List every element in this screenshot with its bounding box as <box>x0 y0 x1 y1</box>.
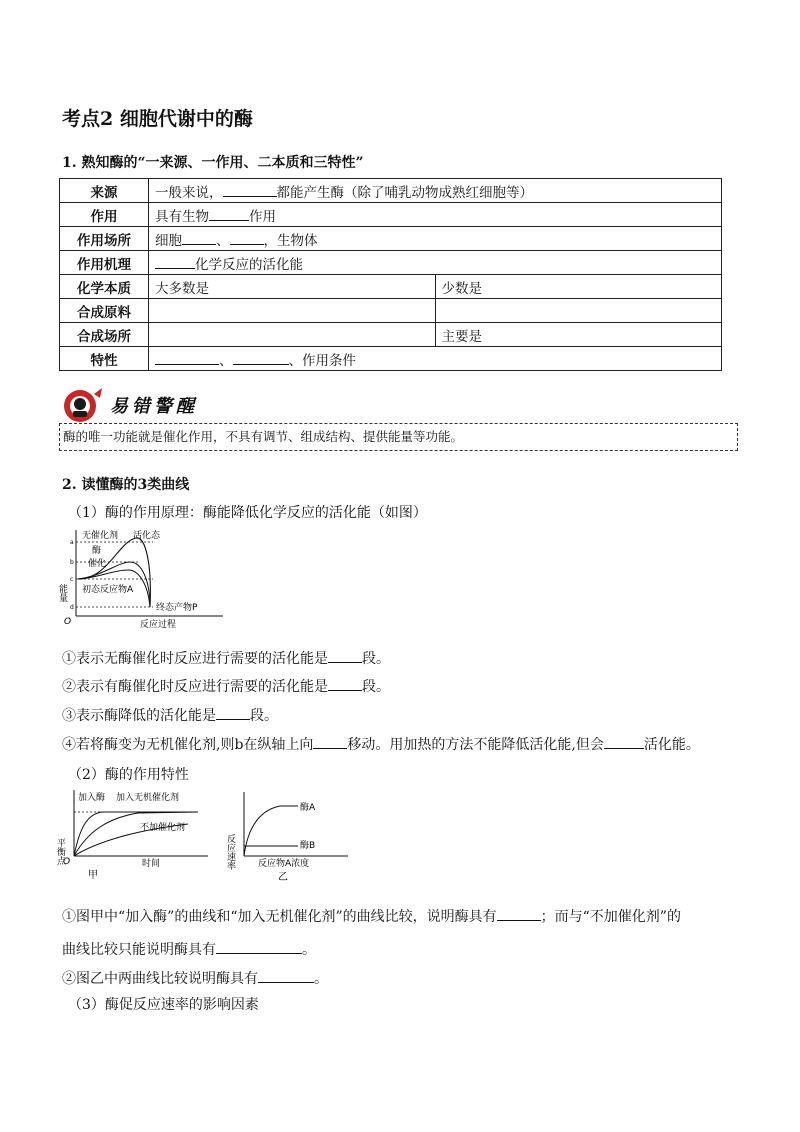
tick-b: b <box>70 559 74 566</box>
warning-title: 易错警醒 <box>110 396 198 417</box>
cell-function: 具有生物 作用 <box>149 203 722 227</box>
page-title: 考点2 细胞代谢中的酶 <box>62 108 253 130</box>
x-axis-label-3: 反应物A浓度 <box>258 859 310 869</box>
question-2: ②表示有酶催化时反应进行需要的活化能是 段。 <box>62 676 390 696</box>
cell-material-right <box>435 299 722 323</box>
fill-blank[interactable] <box>233 350 289 365</box>
fill-blank[interactable] <box>216 705 250 720</box>
part3-heading: （3）酶促反应速率的影响因素 <box>68 997 259 1013</box>
row-label-source: 来源 <box>60 179 149 203</box>
figure-yi <box>225 786 358 886</box>
cell-site: 细胞 、 ，生物体 <box>149 227 722 251</box>
fill-blank[interactable] <box>182 230 216 245</box>
fill-blank[interactable] <box>155 254 195 269</box>
label-enzyme-b: 酶B <box>300 841 316 851</box>
enzyme-summary-table <box>59 178 722 371</box>
label-active-state: 活化态 <box>133 531 161 541</box>
fill-blank[interactable] <box>328 648 362 663</box>
label-initial-reactant: 初态反应物A <box>82 585 134 595</box>
question-1: ①表示无酶催化时反应进行需要的活化能是 段。 <box>62 648 390 668</box>
cell-place-right: 主要是 <box>435 323 722 347</box>
cell-mechanism: 化学反应的活化能 <box>149 251 722 275</box>
section-heading-1: 1. 熟知酶的“一来源、一作用、二本质和三特性” <box>62 155 364 171</box>
activation-energy-diagram <box>58 526 228 630</box>
figure-caption-jia: 甲 <box>88 870 98 881</box>
section-heading-2: 2. 读懂酶的3类曲线 <box>62 477 190 493</box>
table-row <box>60 203 722 227</box>
cell-nature-right: 少数是 <box>435 275 722 299</box>
cell-material-left <box>149 299 436 323</box>
y-axis-label-2: 平衡点 <box>55 838 65 865</box>
origin-label: O <box>64 617 72 627</box>
row-label-function: 作用 <box>60 203 149 227</box>
row-label-place: 合成场所 <box>60 323 149 347</box>
table-row <box>60 227 722 251</box>
origin-label-2: O <box>63 857 71 867</box>
fill-blank[interactable] <box>216 939 302 954</box>
label-catalysis: 催化 <box>88 559 107 569</box>
tick-c: c <box>70 576 74 583</box>
tick-a: a <box>70 539 74 546</box>
y-axis-label: 能量 <box>57 584 67 602</box>
label-no-catalyst-2: 不加催化剂 <box>140 823 186 833</box>
warning-text: 酶的唯一功能就是催化作用，不具有调节、组成结构、提供能量等功能。 <box>63 429 464 444</box>
question-6: ②图乙中两曲线比较说明酶具有 。 <box>62 968 328 988</box>
fill-blank[interactable] <box>223 182 277 197</box>
cell-nature-left: 大多数是 <box>149 275 436 299</box>
figure-caption-yi: 乙 <box>278 872 288 883</box>
row-label-trait: 特性 <box>60 347 149 371</box>
fill-blank[interactable] <box>155 350 219 365</box>
fill-blank[interactable] <box>258 968 314 983</box>
fill-blank[interactable] <box>497 906 541 921</box>
question-5: ①图甲中“加入酶”的曲线和“加入无机催化剂”的曲线比较，说明酶具有 ；而与“不加催化剂”的 <box>62 906 681 926</box>
table-row <box>60 275 722 299</box>
label-final-product: 终态产物P <box>156 603 198 613</box>
mascot-warning-icon <box>60 384 106 424</box>
table-row <box>60 323 722 347</box>
warning-box <box>59 423 738 451</box>
question-5-cont: 曲线比较只能说明酶具有 。 <box>62 939 316 959</box>
label-enzyme-a: 酶A <box>300 803 316 813</box>
x-axis-label-2: 时间 <box>142 859 161 869</box>
question-4: ④若将酶变为无机催化剂,则b在纵轴上向 移动。用加热的方法不能降低活化能,但会 活化能。 <box>62 734 700 754</box>
label-enzyme: 酶 <box>92 546 102 556</box>
label-add-enzyme: 加入酶 <box>78 793 106 803</box>
fill-blank[interactable] <box>230 230 264 245</box>
label-add-inorganic: 加入无机催化剂 <box>116 793 180 803</box>
fill-blank[interactable] <box>209 206 249 221</box>
fill-blank[interactable] <box>604 734 644 749</box>
x-axis-label: 反应过程 <box>140 620 177 630</box>
cell-source: 一般来说， 都能产生酶（除了哺乳动物成熟红细胞等） <box>149 179 722 203</box>
part1-heading: （1）酶的作用原理：酶能降低化学反应的活化能（如图） <box>68 505 427 521</box>
cell-trait: 、 、作用条件 <box>149 347 722 371</box>
row-label-mechanism: 作用机理 <box>60 251 149 275</box>
table-row <box>60 347 722 371</box>
question-3: ③表示酶降低的活化能是 段。 <box>62 705 278 725</box>
y-axis-label-3: 反应速率 <box>225 834 235 870</box>
row-label-material: 合成原料 <box>60 299 149 323</box>
row-label-site: 作用场所 <box>60 227 149 251</box>
table-row <box>60 251 722 275</box>
tick-d: d <box>70 604 74 611</box>
table-row <box>60 299 722 323</box>
figure-jia <box>55 786 218 882</box>
cell-place-left <box>149 323 436 347</box>
fill-blank[interactable] <box>313 734 347 749</box>
fill-blank[interactable] <box>328 676 362 691</box>
label-no-catalyst: 无催化剂 <box>82 531 119 541</box>
row-label-nature: 化学本质 <box>60 275 149 299</box>
part2-heading: （2）酶的作用特性 <box>68 767 189 783</box>
table-row <box>60 179 722 203</box>
